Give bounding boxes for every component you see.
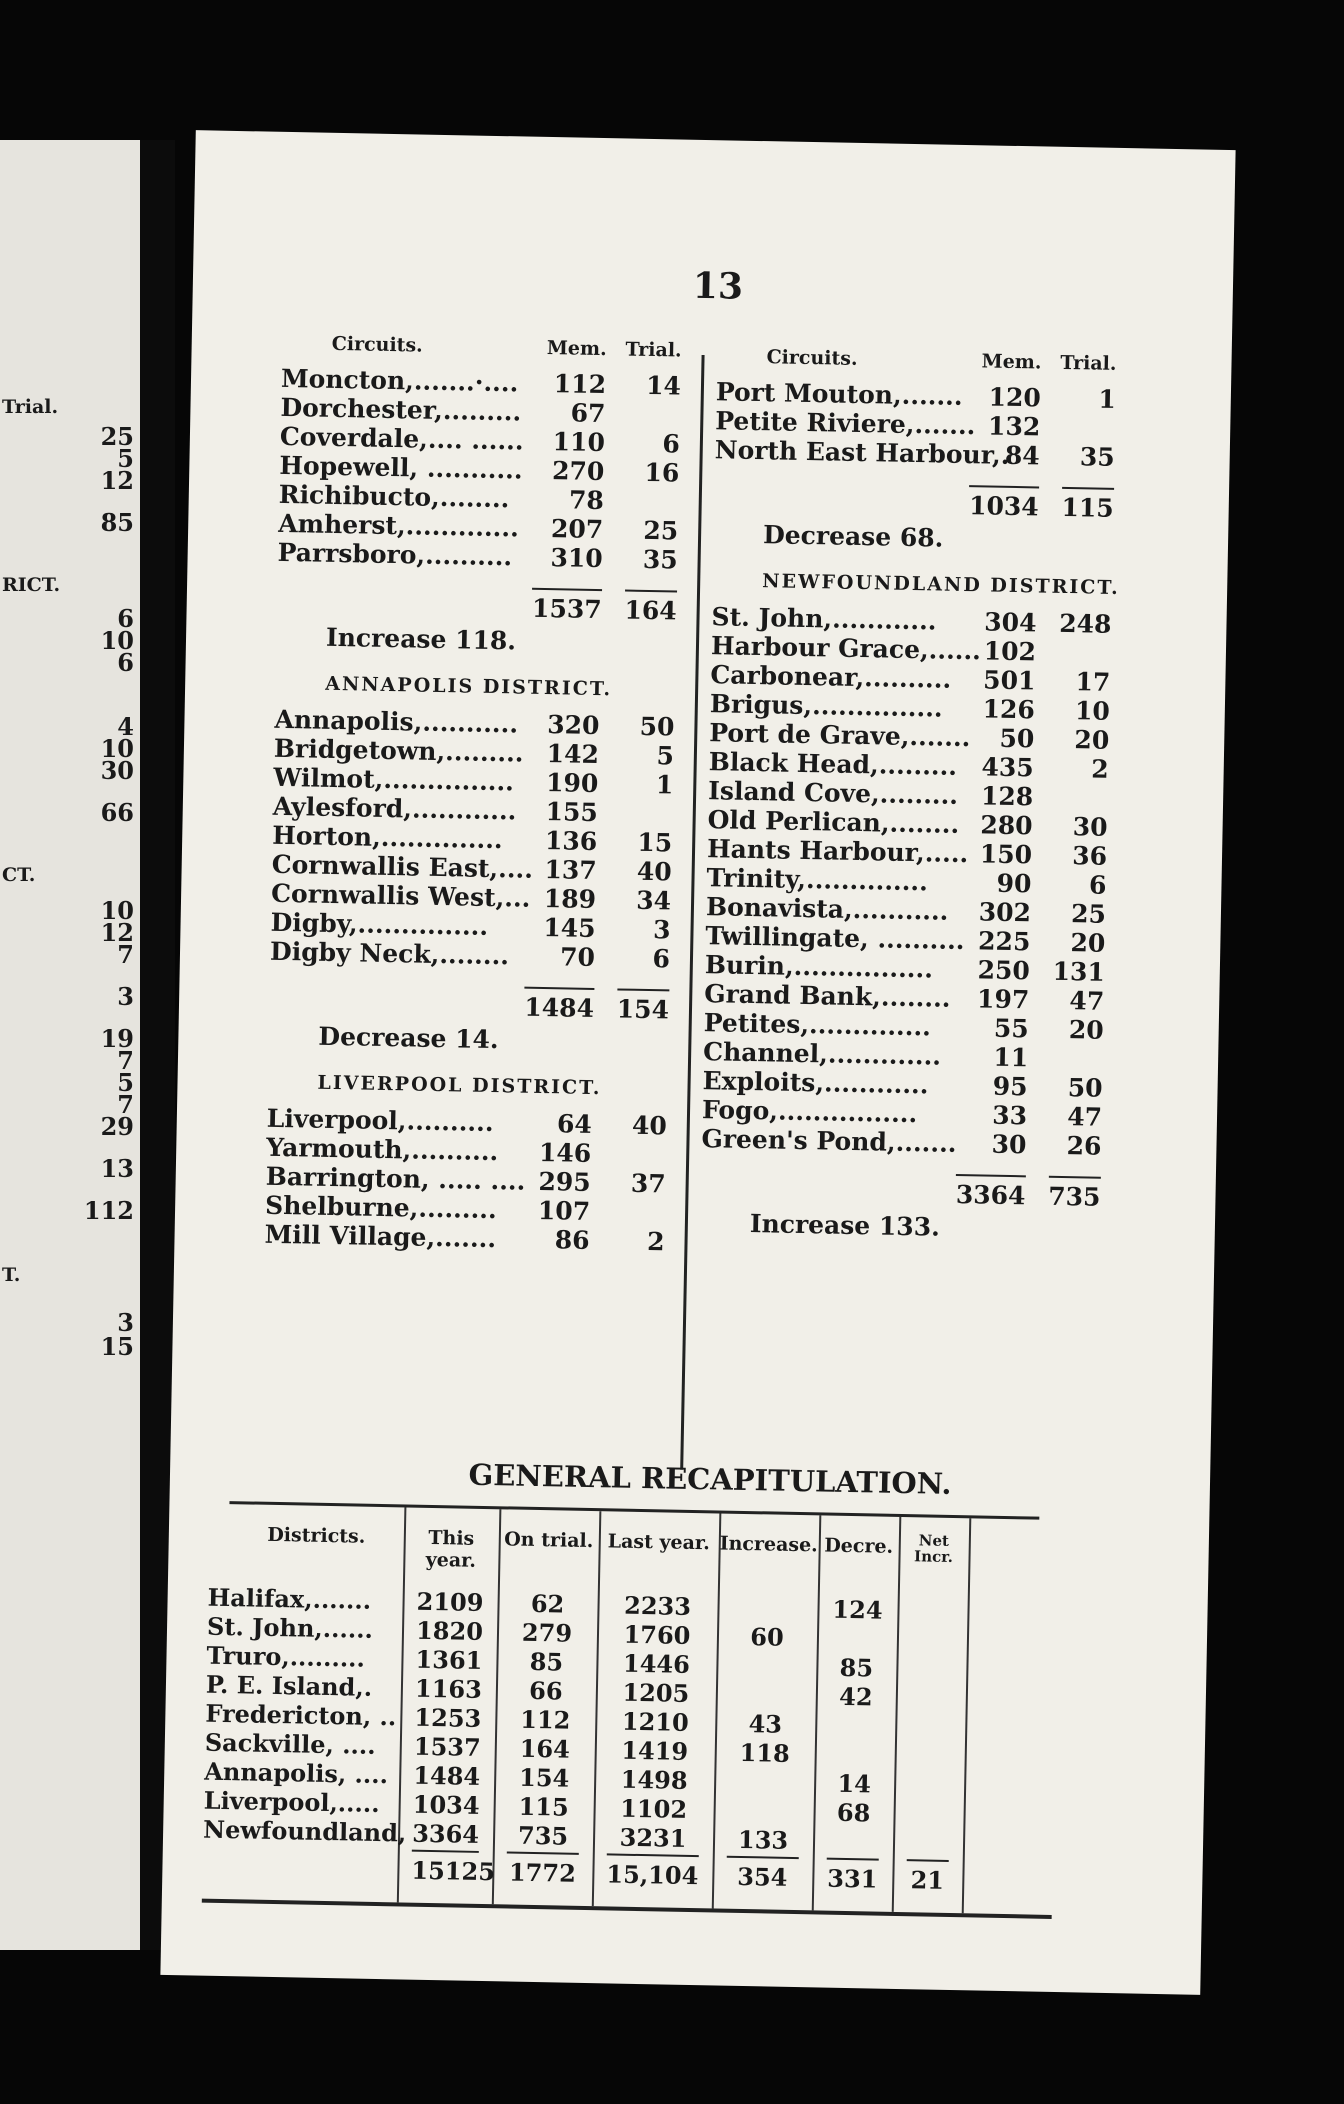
recap-cell: 1163 [414,1673,483,1704]
members-value: 142 [546,739,600,770]
trial-value: 20 [1068,1015,1104,1045]
recap-cell: 68 [836,1797,871,1828]
circuit-name: Grand Bank,........ [704,979,951,1013]
circuit-name: Liverpool,.......... [266,1103,494,1138]
trial-value: 47 [1069,986,1105,1016]
district-heading: ANNAPOLIS DISTRICT. [324,672,613,701]
facing-page-text: 15 [100,1332,134,1361]
circuit-name: Yarmouth,.......... [266,1132,499,1167]
recap-cell [894,1770,964,1771]
circuit-name: Bonavista,........... [705,892,949,926]
trial-value: 20 [1074,725,1110,755]
trial-value: 30 [1072,812,1108,842]
members-value: 501 [982,665,1036,696]
trial-value: 34 [636,885,672,916]
circuit-name: Old Perlican,........ [707,805,960,839]
circuit-name: St. John,............ [711,602,937,636]
circuit-list [714,377,1126,472]
recap-cell: 1034 [412,1789,480,1820]
members-value: 110 [552,427,606,458]
facing-page-text: 5 [117,444,134,473]
members-value: 11 [993,1042,1029,1073]
district-total [700,1153,1111,1212]
facing-page-text: 10 [100,896,134,925]
trial-value: 16 [644,457,680,488]
members-value: 137 [544,855,597,886]
trial-header: Trial. [625,338,682,362]
recap-district: Fredericton, .. [205,1698,397,1732]
recap-total: 331 [826,1858,879,1894]
members-value: 150 [979,839,1033,870]
circuit-name: Cornwallis West,... [270,878,531,913]
members-value: 435 [981,752,1034,783]
circuit-name: Exploits,............ [702,1066,929,1100]
circuit-list [701,602,1122,1161]
circuit-list [270,705,685,974]
circuit-name: Carbonear,.......... [710,660,952,694]
district-note: Increase 118. [325,622,517,656]
trial-value: 2 [1091,754,1109,784]
total-trial: 735 [1048,1176,1101,1212]
circuit-name: Dorchester,......... [280,392,522,427]
members-value: 67 [570,398,606,429]
circuit-name: Richibucto,........ [278,479,510,514]
trial-value: 1 [655,770,674,800]
recap-cell: 66 [528,1675,563,1706]
members-value: 120 [988,382,1042,413]
total-trial: 115 [1061,487,1114,523]
members-value: 84 [1004,440,1040,471]
trial-value: 20 [1070,928,1106,958]
members-header: Mem. [981,350,1042,374]
recap-cell: 1498 [620,1764,688,1795]
recap-cell [897,1654,967,1655]
total-members: 1484 [524,987,594,1023]
trial-value: 25 [643,515,679,546]
book-page [160,130,1235,1995]
circuit-name: Black Head,......... [708,747,958,781]
trial-value: 10 [1074,696,1111,726]
circuit-name: Parrsboro,.......... [277,537,513,572]
facing-page-text: 3 [117,982,134,1011]
members-value: 310 [550,543,603,574]
members-value: 145 [543,913,596,944]
recap-header: Last year. [607,1530,711,1555]
recap-cell: 2233 [623,1590,692,1621]
circuit-name: Port Mouton,....... [715,377,963,411]
members-header: Mem. [546,336,607,361]
recap-header: Districts. [267,1523,366,1548]
recap-cell [896,1683,966,1684]
circuit-name: Bridgetown,......... [273,733,524,768]
members-value: 112 [553,369,607,400]
recap-total: 1772 [506,1851,579,1887]
circuit-name: Horton,.............. [272,820,503,855]
recap-cell: 3364 [411,1818,480,1849]
district-note: Decrease 14. [318,1021,499,1055]
recap-cell: 1361 [415,1644,483,1675]
recap-cell [897,1625,967,1626]
circuit-name: Harbour Grace,...... [710,631,982,666]
circuits-header: Circuits. [331,332,423,357]
recap-cell: 1210 [621,1706,689,1737]
recap-header: Increase. [719,1532,819,1557]
trial-value: 40 [631,1110,668,1141]
members-value: 197 [976,984,1030,1015]
circuit-name: Petite Riviere,....... [715,406,976,441]
facing-page-text: 7 [117,940,134,969]
circuit-name: Brigus,............... [709,689,943,723]
district-heading: LIVERPOOL DISTRICT. [317,1071,602,1100]
recap-bottom-rule [202,1899,1052,1919]
circuit-name: Channel,............. [702,1037,942,1071]
trial-value: 37 [630,1168,666,1199]
members-value: 146 [538,1137,592,1168]
circuit-name: Hopewell, ........... [279,450,523,485]
facing-page-text: Trial. [2,396,59,418]
circuit-name: North East Harbour,. [714,435,1010,470]
members-value: 302 [978,897,1032,928]
trial-header: Trial. [1060,351,1117,375]
trial-value: 50 [639,711,675,742]
recap-district: Annapolis, .... [204,1756,389,1790]
district-total [714,464,1125,523]
members-value: 304 [984,607,1037,638]
circuit-name: Petites,.............. [703,1008,932,1042]
recap-district: P. E. Island,. [205,1669,373,1702]
total-trial: 164 [624,590,677,626]
circuit-name: Mill Village,....... [264,1219,497,1254]
recap-district: Halifax,....... [207,1582,372,1615]
recap-cell: 60 [750,1622,784,1652]
members-value: 107 [537,1195,591,1226]
trial-value: 1 [1098,384,1117,414]
recap-cell: 2109 [416,1586,484,1617]
recap-title: GENERAL RECAPITULATION. [468,1457,952,1501]
circuit-name: Twillingate, .......... [705,921,965,956]
recap-header: On trial. [504,1528,594,1553]
members-value: 55 [993,1013,1029,1044]
trial-value: 2 [646,1227,665,1257]
members-value: 78 [568,485,605,516]
members-value: 64 [556,1109,593,1139]
circuit-name: Port de Grave,....... [709,718,971,753]
members-value: 155 [545,797,599,828]
members-value: 280 [980,810,1033,841]
trial-value: 40 [636,856,672,887]
recap-cell: 14 [837,1768,872,1799]
facing-page-text: 30 [100,756,134,785]
recap-cell: 154 [518,1762,570,1793]
recap-cell: 115 [518,1791,570,1822]
facing-page-text: CT. [2,864,36,886]
recap-district: Newfoundland, [202,1814,407,1848]
circuit-name: Annapolis,........... [274,704,519,739]
recap-total: 15125 [411,1850,479,1886]
circuit-list [277,364,691,575]
total-members: 1537 [532,588,602,624]
recap-cell: 118 [739,1737,791,1768]
recap-header: Decre. [824,1534,894,1558]
circuit-name: Amherst,............. [277,508,520,543]
members-value: 250 [977,955,1031,986]
trial-value: 26 [1066,1131,1102,1161]
trial-value: 25 [1070,899,1107,929]
circuit-name: Fogo,................ [701,1095,918,1129]
recap-cell [895,1741,965,1742]
recap-cell: 124 [832,1594,883,1625]
facing-page-text: 7 [117,1090,134,1119]
recap-district: Truro,......... [206,1640,366,1673]
trial-value: 5 [656,741,675,771]
facing-page-text: 29 [100,1112,134,1141]
facing-page-text: 4 [117,712,134,741]
facing-page-text: RICT. [2,574,61,596]
facing-page-text: 6 [117,604,134,633]
recap-cell: 735 [517,1820,569,1851]
facing-page-text: 85 [100,508,134,537]
recap-cell: 1760 [623,1619,691,1650]
circuit-name: Hants Harbour,..... [706,834,969,869]
page-number: 13 [692,264,744,308]
facing-page-text: 6 [117,648,134,677]
recap-cell: 279 [521,1617,573,1648]
facing-page-text: 25 [100,422,134,451]
members-value: 207 [550,514,604,545]
facing-page-text: 12 [100,466,134,495]
facing-page-text: 5 [117,1068,134,1097]
facing-page-text: 10 [100,626,134,655]
recap-cell: 3231 [619,1822,687,1853]
circuit-name: Barrington, ..... .... [265,1161,526,1196]
recap-cell [718,1592,818,1594]
members-value: 132 [987,411,1041,442]
members-value: 190 [545,768,599,799]
facing-page-text: 66 [100,798,134,827]
circuit-name: Wilmot,............... [273,762,515,797]
trial-value: 35 [1079,442,1115,472]
district-total [269,966,680,1025]
members-value: 295 [538,1166,591,1197]
members-value: 128 [980,781,1034,812]
recap-cell: 133 [737,1824,789,1855]
recap-cell: 43 [748,1709,783,1739]
total-trial: 154 [617,988,670,1024]
recap-total: 15,104 [606,1853,699,1890]
district-heading: NEWFOUNDLAND DISTRICT. [762,570,1120,600]
recap-district: St. John,...... [206,1611,374,1644]
facing-page-text: 112 [83,1196,134,1225]
trial-value: 50 [1067,1073,1103,1103]
recap-cell: 164 [519,1733,571,1764]
circuit-name: Trinity,.............. [706,863,929,897]
trial-value: 248 [1059,608,1112,639]
members-value: 270 [551,456,605,487]
circuit-name: Moncton,.......·.... [280,363,519,398]
members-value: 225 [977,926,1031,957]
recap-top-rule [229,1501,1039,1520]
recap-cell: 112 [520,1704,571,1735]
total-members: 1034 [969,485,1039,521]
facing-page-fragment [0,140,140,1950]
members-value: 50 [999,723,1035,754]
recap-table [202,1501,1059,1895]
recap-cell: 1253 [414,1702,482,1733]
trial-value: 14 [645,370,682,401]
recap-total: 354 [726,1856,799,1892]
district-note: Increase 133. [749,1209,941,1242]
circuit-name: Coverdale,.... ...... [279,421,524,456]
facing-page-text: T. [2,1264,21,1286]
members-value: 95 [992,1071,1028,1102]
recap-cell: 1484 [413,1760,481,1791]
circuits-header: Circuits. [766,346,858,370]
recap-cell: 85 [529,1646,564,1677]
trial-value: 6 [662,429,681,459]
recap-cell: 1820 [415,1615,484,1646]
recap-cell: 1419 [621,1735,689,1766]
district-note: Decrease 68. [762,520,944,553]
recap-cell: 1446 [622,1648,691,1679]
facing-page-text: 13 [100,1154,134,1183]
recap-district: Liverpool,..... [203,1785,380,1819]
trial-value: 36 [1071,841,1108,871]
recap-cell [894,1799,964,1800]
recap-cell: 1102 [619,1793,688,1824]
trial-value: 35 [642,544,678,575]
right-column [699,345,1126,1255]
facing-page-text: 19 [100,1024,134,1053]
circuit-name: Aylesford,............ [272,791,517,826]
members-value: 136 [544,826,598,857]
recap-cell: 1205 [622,1677,690,1708]
members-value: 102 [983,636,1037,667]
members-value: 90 [996,868,1032,899]
trial-value: 3 [652,915,671,945]
circuit-list [264,1104,677,1257]
recap-cell: 1537 [413,1731,481,1762]
members-value: 86 [554,1225,590,1255]
recap-cell [893,1828,963,1829]
trial-value: 131 [1052,956,1106,987]
members-value: 70 [559,942,596,973]
recap-district: Sackville, .... [204,1727,376,1760]
facing-page-text: 7 [117,1046,134,1075]
circuit-name: Green's Pond,....... [701,1124,957,1158]
recap-cell [898,1596,968,1597]
recap-cell: 85 [839,1652,874,1683]
district-total [277,567,688,626]
members-value: 189 [543,884,597,915]
recap-total: 21 [906,1859,949,1895]
circuit-name: Burin,................ [704,950,934,984]
circuit-name: Island Cove,......... [707,776,959,810]
left-column [264,332,692,1257]
circuit-name: Shelburne,......... [264,1190,498,1225]
circuit-name: Digby,............... [270,907,489,941]
circuit-name: Digby Neck,........ [269,936,510,971]
facing-page-text: 3 [117,1308,134,1337]
members-value: 126 [982,694,1036,725]
trial-value: 15 [637,827,673,858]
members-value: 33 [991,1100,1028,1131]
facing-page-text: 10 [100,734,134,763]
recap-header: This year. [425,1526,477,1572]
recap-cell [896,1712,966,1713]
recap-cell: 62 [530,1588,565,1619]
total-members: 3364 [956,1174,1026,1210]
trial-value: 6 [1088,870,1107,900]
trial-value: 6 [652,944,671,974]
circuit-name: Cornwallis East,.... [271,849,534,884]
members-value: 30 [991,1129,1027,1160]
recap-header: Net Incr. [913,1531,954,1566]
trial-value: 47 [1066,1102,1103,1132]
recap-cell: 42 [838,1681,873,1712]
facing-page-text: 12 [100,918,134,947]
trial-value: 17 [1075,667,1111,697]
members-value: 320 [546,710,600,741]
